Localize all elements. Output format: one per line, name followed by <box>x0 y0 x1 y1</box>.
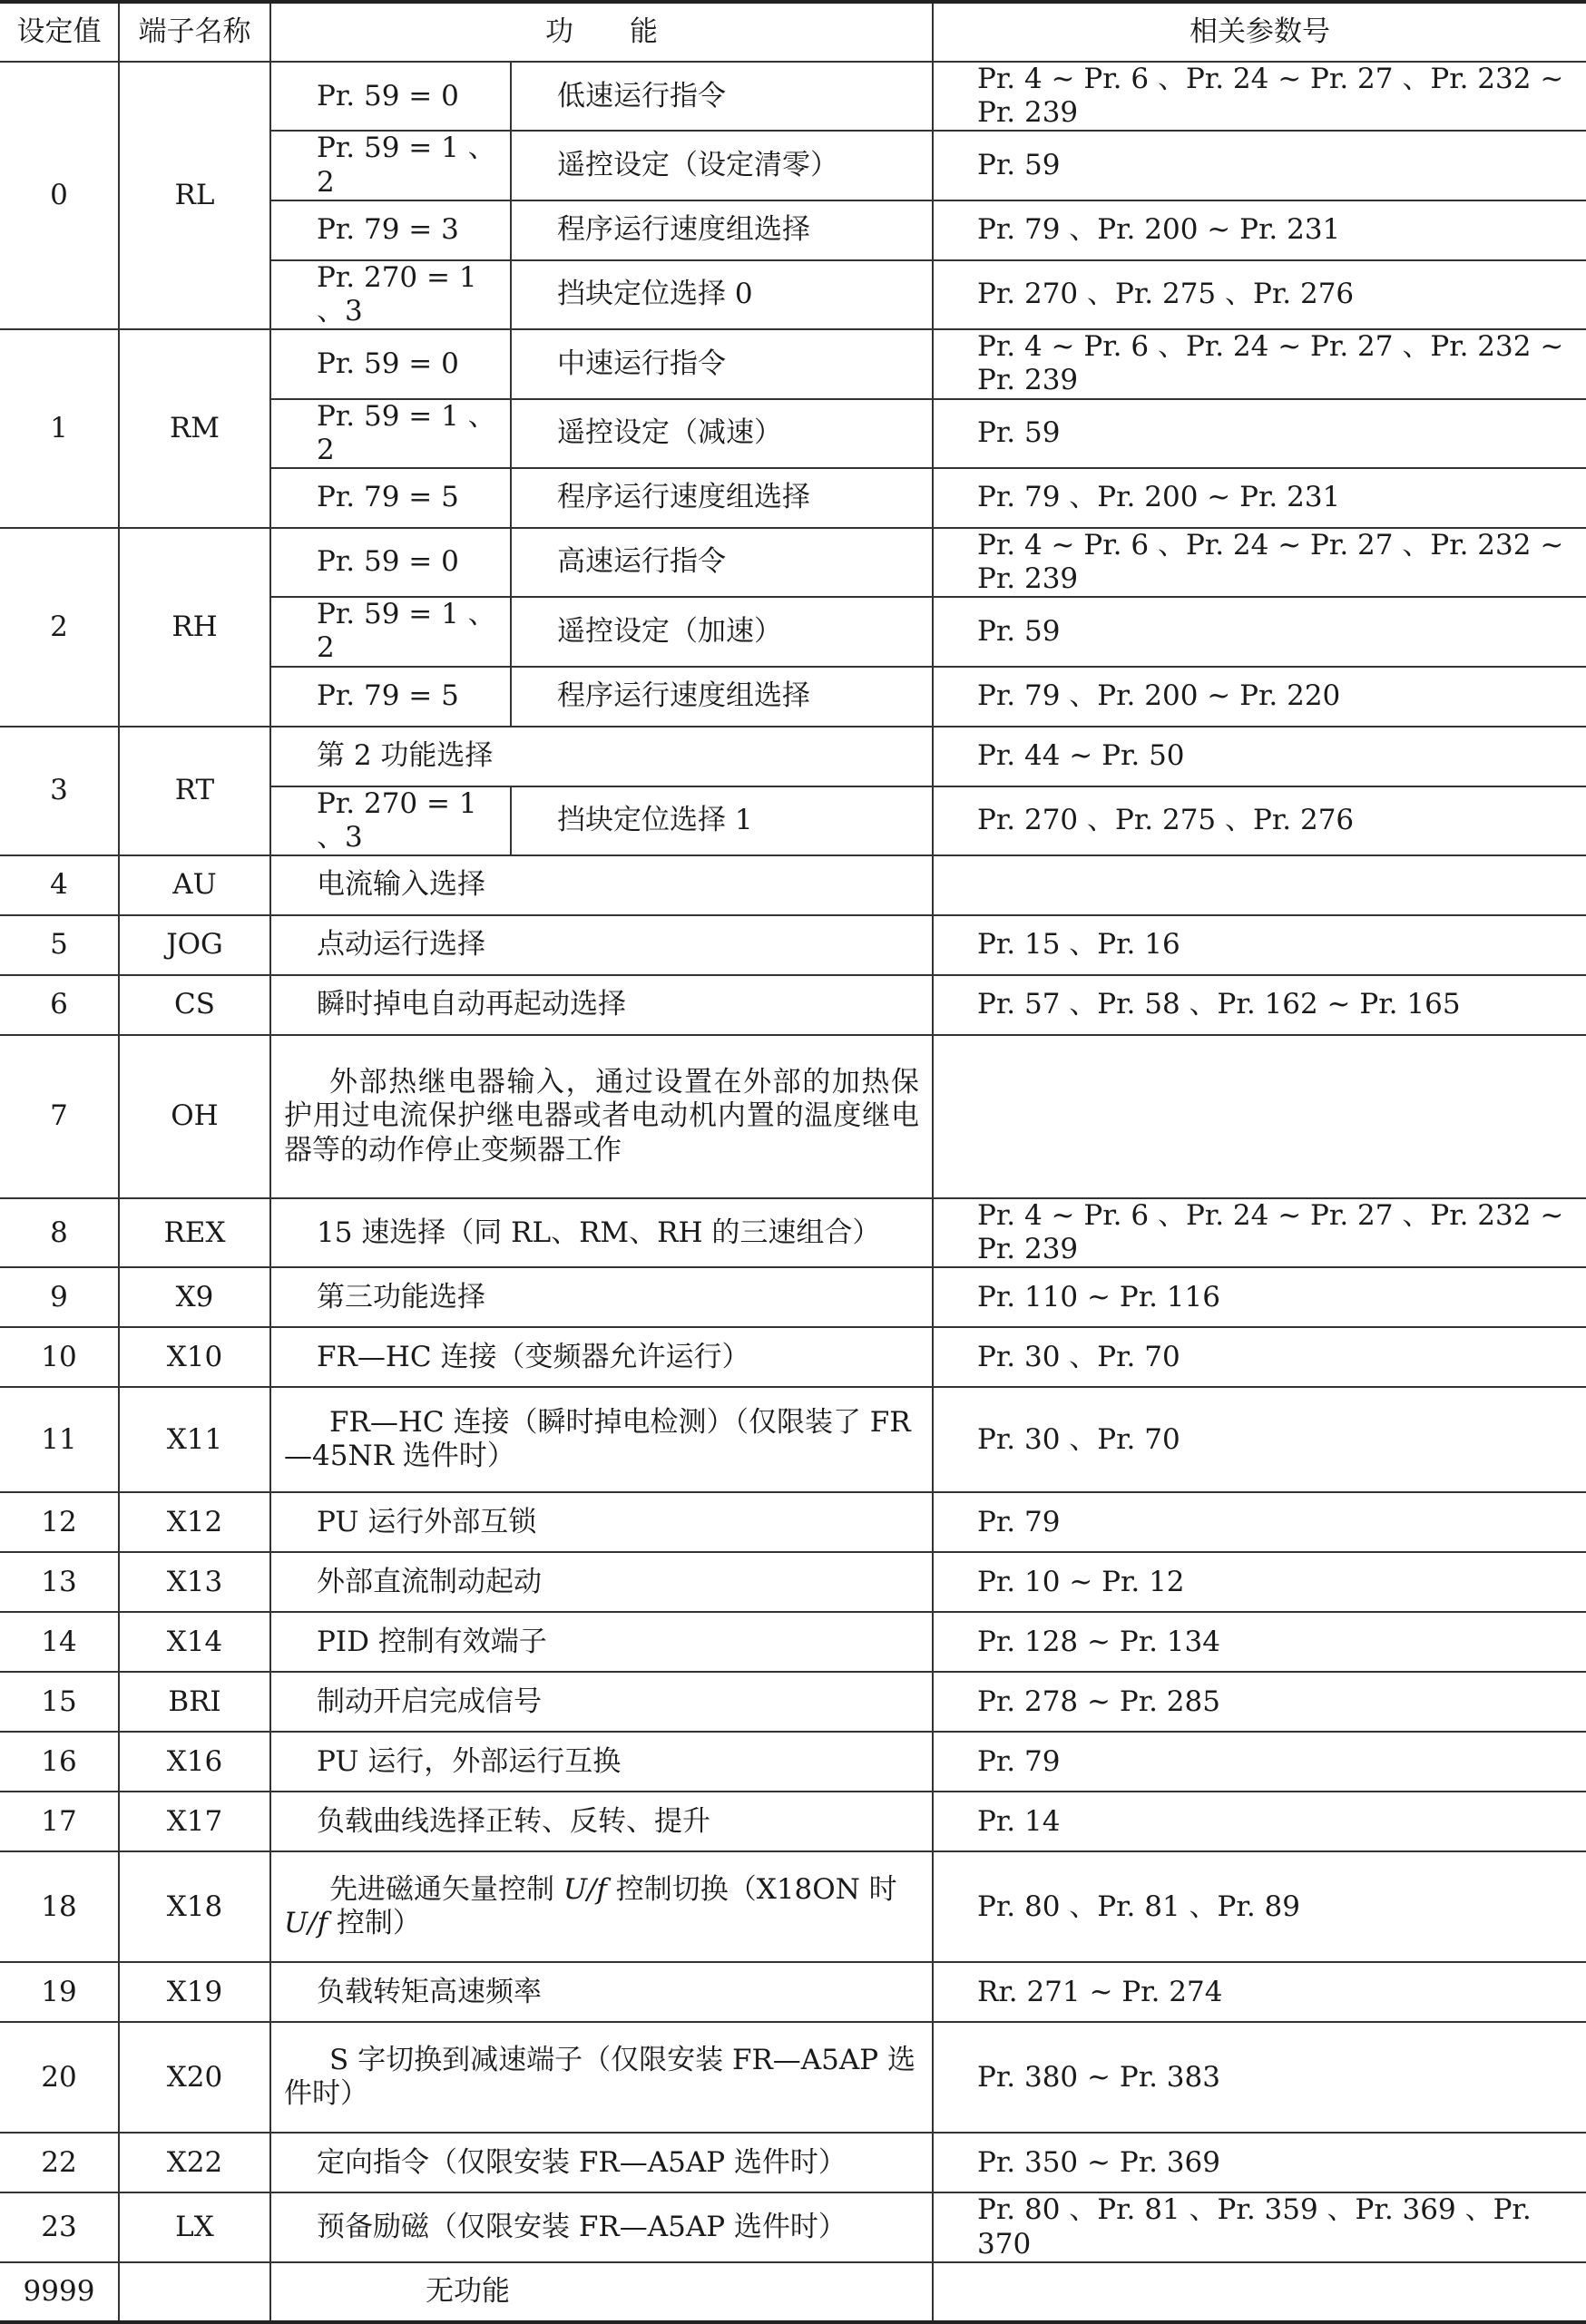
setting-value: 3 <box>0 727 119 855</box>
setting-value: 19 <box>0 1962 119 2022</box>
terminal-name: X22 <box>119 2133 270 2192</box>
function-cell: FR—HC 连接（变频器允许运行） <box>270 1327 933 1387</box>
header-terminal: 端子名称 <box>119 2 270 62</box>
setting-value: 8 <box>0 1198 119 1267</box>
terminal-name: JOG <box>119 915 270 975</box>
params-cell: Pr. 30 、Pr. 70 <box>933 1387 1586 1492</box>
setting-value: 0 <box>0 62 119 329</box>
function-cell <box>270 1851 933 1962</box>
function-cell: 预备励磁（仅限安装 FR—A5AP 选件时） <box>270 2192 933 2261</box>
setting-value: 20 <box>0 2022 119 2133</box>
setting-value: 12 <box>0 1492 119 1552</box>
terminal-name: REX <box>119 1198 270 1267</box>
condition-cell: Pr. 79 = 5 <box>270 468 511 528</box>
function-cell: PU 运行外部互锁 <box>270 1492 933 1552</box>
table-row <box>0 1672 1586 1732</box>
setting-value: 13 <box>0 1552 119 1612</box>
params-cell <box>933 855 1586 915</box>
function-cell: 外部热继电器输入，通过设置在外部的加热保护用过电流保护继电器或者电动机内置的温度继电器等的动作停止变频器工作 <box>270 1035 933 1198</box>
params-cell: Pr. 15 、Pr. 16 <box>933 915 1586 975</box>
condition-cell: Pr. 79 = 3 <box>270 200 511 260</box>
terminal-name <box>119 2262 270 2322</box>
terminal-name: X17 <box>119 1792 270 1851</box>
condition-cell: Pr. 59 = 0 <box>270 528 511 597</box>
function-cell: 电流输入选择 <box>270 855 933 915</box>
table-row <box>0 1851 1586 1962</box>
params-cell: Pr. 270 、Pr. 275 、Pr. 276 <box>933 260 1586 329</box>
terminal-name: OH <box>119 1035 270 1198</box>
setting-value: 1 <box>0 329 119 528</box>
params-cell: Pr. 59 <box>933 597 1586 666</box>
params-cell: Pr. 110 ~ Pr. 116 <box>933 1267 1586 1327</box>
setting-value: 14 <box>0 1612 119 1672</box>
function-cell: 高速运行指令 <box>511 528 933 597</box>
terminal-name: CS <box>119 975 270 1035</box>
terminal-name: LX <box>119 2192 270 2261</box>
params-cell: Pr. 10 ~ Pr. 12 <box>933 1552 1586 1612</box>
function-cell: 瞬时掉电自动再起动选择 <box>270 975 933 1035</box>
terminal-name: RT <box>119 727 270 855</box>
function-cell: 负载转矩高速频率 <box>270 1962 933 2022</box>
function-cell: PU 运行，外部运行互换 <box>270 1732 933 1792</box>
params-cell: Pr. 4 ~ Pr. 6 、Pr. 24 ~ Pr. 27 、Pr. 232 ~ Pr. 239 <box>933 1198 1586 1267</box>
condition-cell: Pr. 59 = 0 <box>270 62 511 131</box>
params-cell: Pr. 57 、Pr. 58 、Pr. 162 ~ Pr. 165 <box>933 975 1586 1035</box>
table-header-row <box>0 2 1586 62</box>
terminal-name: X13 <box>119 1552 270 1612</box>
function-cell: 程序运行速度组选择 <box>511 468 933 528</box>
function-cell: 遥控设定（加速） <box>511 597 933 666</box>
function-cell: 程序运行速度组选择 <box>511 667 933 727</box>
setting-value: 11 <box>0 1387 119 1492</box>
setting-value: 15 <box>0 1672 119 1732</box>
function-cell: 中速运行指令 <box>511 329 933 398</box>
function-cell: 无功能 <box>270 2262 933 2322</box>
params-cell: Pr. 278 ~ Pr. 285 <box>933 1672 1586 1732</box>
params-cell: Pr. 270 、Pr. 275 、Pr. 276 <box>933 786 1586 855</box>
params-cell: Pr. 14 <box>933 1792 1586 1851</box>
setting-value: 2 <box>0 528 119 727</box>
table-row <box>0 2262 1586 2322</box>
function-cell: 点动运行选择 <box>270 915 933 975</box>
terminal-name: X18 <box>119 1851 270 1962</box>
terminal-name: X16 <box>119 1732 270 1792</box>
function-text: 先进磁通矢量控制 <box>329 1873 563 1907</box>
table-row <box>0 1492 1586 1552</box>
terminal-name: X14 <box>119 1612 270 1672</box>
setting-value: 5 <box>0 915 119 975</box>
setting-value: 22 <box>0 2133 119 2192</box>
table-row <box>0 329 1586 398</box>
terminal-name: X20 <box>119 2022 270 2133</box>
condition-cell: Pr. 270 = 1 、3 <box>270 786 511 855</box>
terminal-name: RM <box>119 329 270 528</box>
params-cell: Pr. 350 ~ Pr. 369 <box>933 2133 1586 2192</box>
condition-cell: Pr. 59 = 1 、2 <box>270 131 511 200</box>
table-row <box>0 1267 1586 1327</box>
function-cell: 遥控设定（设定清零） <box>511 131 933 200</box>
function-cell: PID 控制有效端子 <box>270 1612 933 1672</box>
params-cell: Pr. 79 、Pr. 200 ~ Pr. 231 <box>933 468 1586 528</box>
params-cell: Pr. 59 <box>933 399 1586 468</box>
params-cell: Pr. 4 ~ Pr. 6 、Pr. 24 ~ Pr. 27 、Pr. 232 ~ Pr. 239 <box>933 528 1586 597</box>
params-cell: Pr. 59 <box>933 131 1586 200</box>
function-cell: 程序运行速度组选择 <box>511 200 933 260</box>
table-row <box>0 62 1586 131</box>
function-text: 控制切换（X18ON 时 <box>606 1873 897 1907</box>
terminal-name: X12 <box>119 1492 270 1552</box>
params-cell: Pr. 380 ~ Pr. 383 <box>933 2022 1586 2133</box>
params-cell: Pr. 79 、Pr. 200 ~ Pr. 220 <box>933 667 1586 727</box>
setting-value: 6 <box>0 975 119 1035</box>
params-cell: Pr. 128 ~ Pr. 134 <box>933 1612 1586 1672</box>
table-row <box>0 1552 1586 1612</box>
table-row <box>0 528 1586 597</box>
params-cell: Pr. 4 ~ Pr. 6 、Pr. 24 ~ Pr. 27 、Pr. 232 ~ Pr. 239 <box>933 329 1586 398</box>
setting-value: 9999 <box>0 2262 119 2322</box>
function-cell: 挡块定位选择 1 <box>511 786 933 855</box>
terminal-name: X9 <box>119 1267 270 1327</box>
table-row <box>0 1387 1586 1492</box>
table-row <box>0 1962 1586 2022</box>
params-cell: Pr. 4 ~ Pr. 6 、Pr. 24 ~ Pr. 27 、Pr. 232 ~ Pr. 239 <box>933 62 1586 131</box>
params-cell: Pr. 79 <box>933 1732 1586 1792</box>
table-row <box>0 1198 1586 1267</box>
params-cell: Pr. 30 、Pr. 70 <box>933 1327 1586 1387</box>
params-cell <box>933 1035 1586 1198</box>
params-cell: Pr. 44 ~ Pr. 50 <box>933 727 1586 786</box>
terminal-name: AU <box>119 855 270 915</box>
table-row <box>0 1732 1586 1792</box>
header-params: 相关参数号 <box>933 2 1586 62</box>
uf-symbol: U/f <box>284 1907 328 1940</box>
params-cell: Pr. 80 、Pr. 81 、Pr. 359 、Pr. 369 、Pr. 370 <box>933 2192 1586 2261</box>
setting-value: 23 <box>0 2192 119 2261</box>
function-cell: 遥控设定（减速） <box>511 399 933 468</box>
table-row <box>0 2133 1586 2192</box>
params-cell: Pr. 80 、Pr. 81 、Pr. 89 <box>933 1851 1586 1962</box>
setting-value: 10 <box>0 1327 119 1387</box>
function-cell: FR—HC 连接（瞬时掉电检测）（仅限装了 FR—45NR 选件时） <box>270 1387 933 1492</box>
setting-value: 17 <box>0 1792 119 1851</box>
setting-value: 4 <box>0 855 119 915</box>
table-row <box>0 1792 1586 1851</box>
function-cell: 第三功能选择 <box>270 1267 933 1327</box>
terminal-name: BRI <box>119 1672 270 1732</box>
setting-value: 16 <box>0 1732 119 1792</box>
table-row <box>0 1035 1586 1198</box>
function-cell: 第 2 功能选择 <box>270 727 933 786</box>
table-row <box>0 915 1586 975</box>
table-row <box>0 1612 1586 1672</box>
table-row <box>0 975 1586 1035</box>
condition-cell: Pr. 270 = 1 、3 <box>270 260 511 329</box>
function-cell: 低速运行指令 <box>511 62 933 131</box>
terminal-name: X10 <box>119 1327 270 1387</box>
params-cell: Pr. 79 、Pr. 200 ~ Pr. 231 <box>933 200 1586 260</box>
function-cell: 制动开启完成信号 <box>270 1672 933 1732</box>
condition-cell: Pr. 59 = 0 <box>270 329 511 398</box>
function-cell: 15 速选择（同 RL、RM、RH 的三速组合） <box>270 1198 933 1267</box>
params-cell: Rr. 271 ~ Pr. 274 <box>933 1962 1586 2022</box>
header-setting: 设定值 <box>0 2 119 62</box>
terminal-name: RL <box>119 62 270 329</box>
table-row <box>0 2022 1586 2133</box>
function-cell: S 字切换到减速端子（仅限安装 FR—A5AP 选件时） <box>270 2022 933 2133</box>
function-cell: 外部直流制动起动 <box>270 1552 933 1612</box>
terminal-name: X19 <box>119 1962 270 2022</box>
terminal-name: RH <box>119 528 270 727</box>
table-row <box>0 1327 1586 1387</box>
condition-cell: Pr. 79 = 5 <box>270 667 511 727</box>
setting-value: 7 <box>0 1035 119 1198</box>
function-cell: 挡块定位选择 0 <box>511 260 933 329</box>
condition-cell: Pr. 59 = 1 、2 <box>270 597 511 666</box>
setting-value: 9 <box>0 1267 119 1327</box>
table-row <box>0 855 1586 915</box>
table-row <box>0 727 1586 786</box>
terminal-name: X11 <box>119 1387 270 1492</box>
setting-value: 18 <box>0 1851 119 1962</box>
condition-cell: Pr. 59 = 1 、2 <box>270 399 511 468</box>
function-text: 控制） <box>328 1907 421 1940</box>
params-cell <box>933 2262 1586 2322</box>
uf-symbol: U/f <box>563 1873 607 1907</box>
header-function: 功 能 <box>270 2 933 62</box>
params-cell: Pr. 79 <box>933 1492 1586 1552</box>
function-cell: 负载曲线选择正转、反转、提升 <box>270 1792 933 1851</box>
table-row <box>0 2192 1586 2261</box>
function-cell: 定向指令（仅限安装 FR—A5AP 选件时） <box>270 2133 933 2192</box>
